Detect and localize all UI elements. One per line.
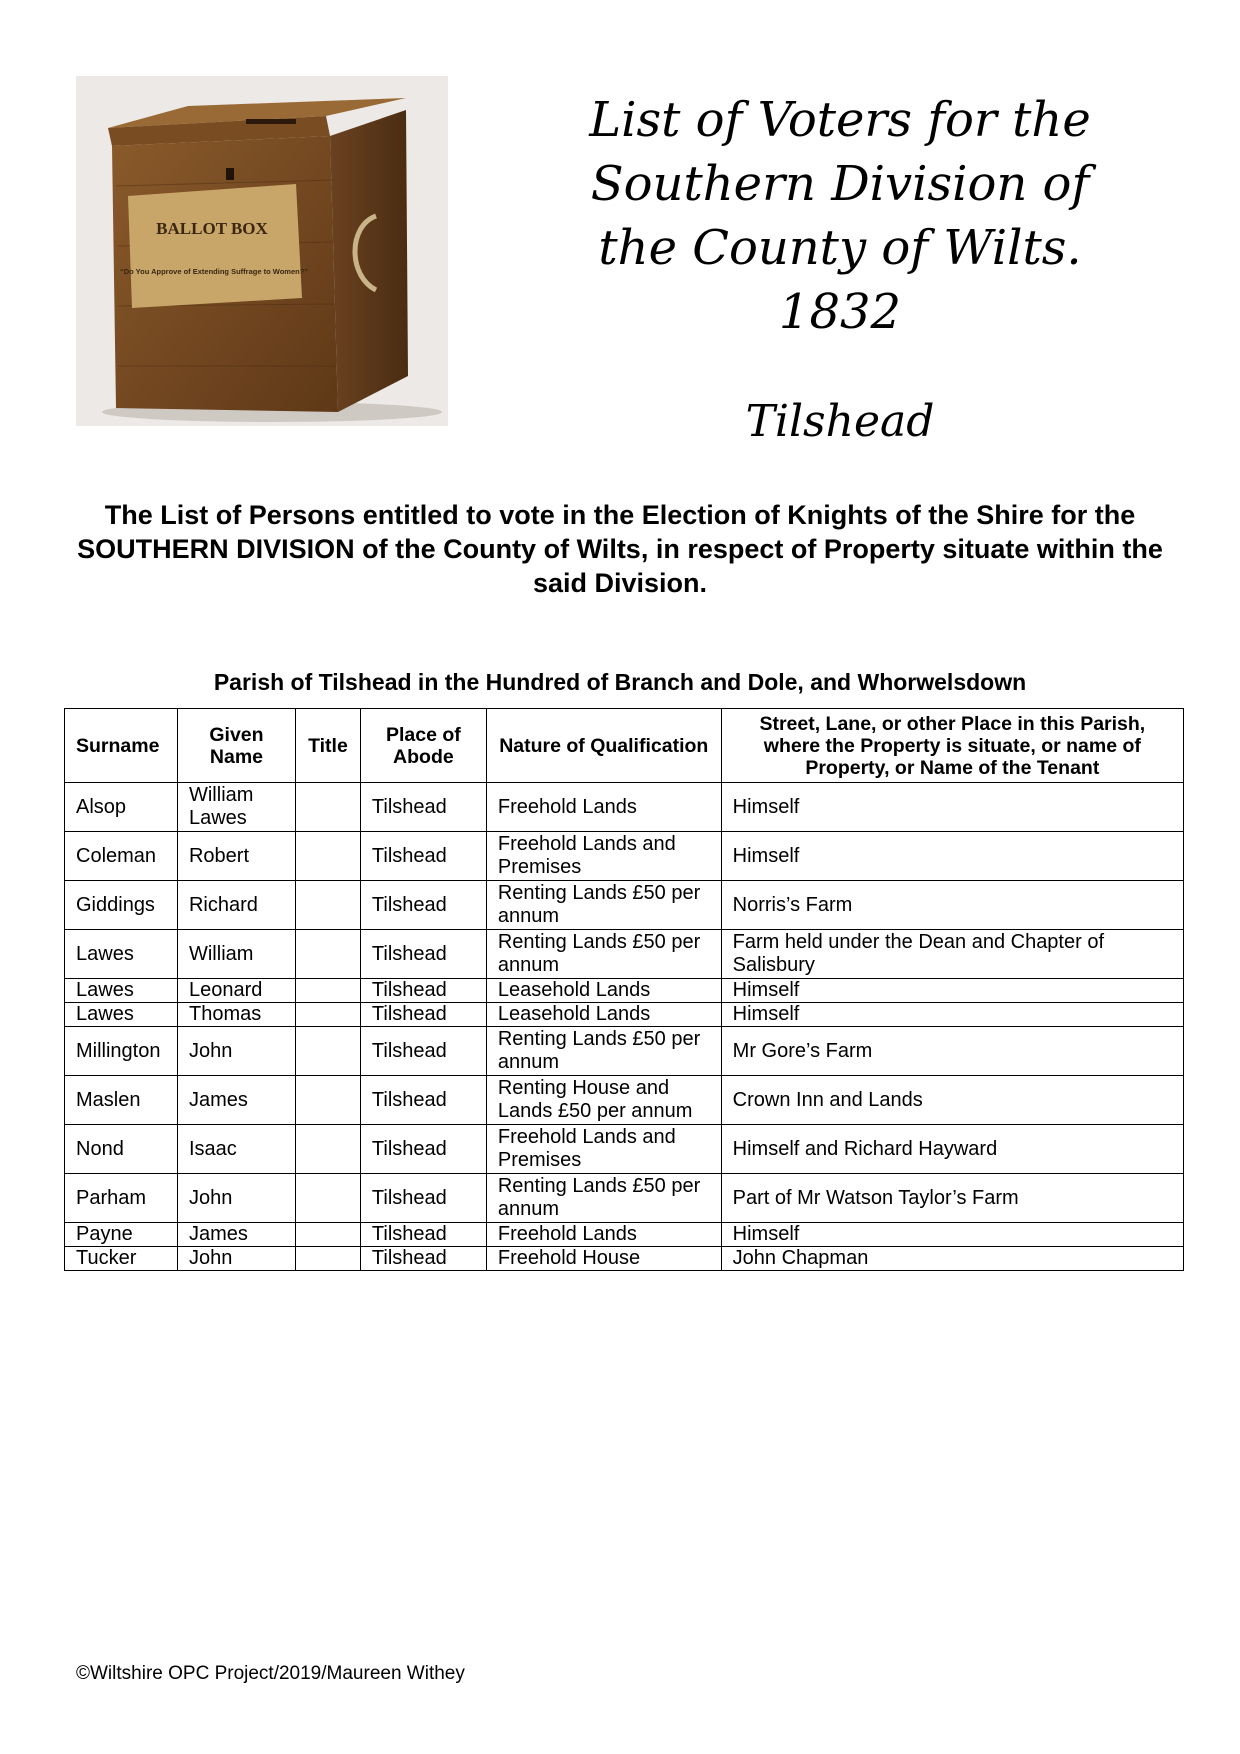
cell-title	[295, 1247, 360, 1271]
cell-given-name: Robert	[177, 832, 295, 881]
cell-given-name: James	[177, 1076, 295, 1125]
cell-property: Himself and Richard Hayward	[721, 1125, 1183, 1174]
cell-abode: Tilshead	[360, 1027, 486, 1076]
cell-given-name: William	[177, 930, 295, 979]
cell-abode: Tilshead	[360, 881, 486, 930]
cell-abode: Tilshead	[360, 1003, 486, 1027]
cell-qualification: Renting Lands £50 per annum	[486, 1174, 721, 1223]
cell-property: Himself	[721, 979, 1183, 1003]
header-title: Title	[295, 709, 360, 783]
title-line-2: Southern Division of	[590, 156, 1090, 212]
table-row	[65, 832, 1184, 881]
cell-property: Himself	[721, 1003, 1183, 1027]
cell-qualification: Renting Lands £50 per annum	[486, 1027, 721, 1076]
cell-property: John Chapman	[721, 1247, 1183, 1271]
table-row	[65, 1247, 1184, 1271]
cell-surname: Alsop	[65, 783, 178, 832]
table-row	[65, 1003, 1184, 1027]
cell-abode: Tilshead	[360, 930, 486, 979]
cell-abode: Tilshead	[360, 832, 486, 881]
cell-property: Himself	[721, 832, 1183, 881]
title-line-3: the County of Wilts.	[598, 220, 1082, 276]
cell-qualification: Renting Lands £50 per annum	[486, 930, 721, 979]
table-row	[65, 1027, 1184, 1076]
cell-given-name: John	[177, 1247, 295, 1271]
cell-qualification: Leasehold Lands	[486, 1003, 721, 1027]
cell-qualification: Renting House and Lands £50 per annum	[486, 1076, 721, 1125]
cell-given-name: John	[177, 1174, 295, 1223]
cell-title	[295, 881, 360, 930]
table-header-row	[65, 709, 1184, 783]
cell-abode: Tilshead	[360, 1125, 486, 1174]
ballot-box-photo	[76, 76, 448, 426]
cell-property: Norris’s Farm	[721, 881, 1183, 930]
cell-qualification: Freehold House	[486, 1247, 721, 1271]
cell-property: Mr Gore’s Farm	[721, 1027, 1183, 1076]
cell-title	[295, 979, 360, 1003]
cell-surname: Lawes	[65, 930, 178, 979]
cell-surname: Millington	[65, 1027, 178, 1076]
cell-surname: Payne	[65, 1223, 178, 1247]
cell-surname: Nond	[65, 1125, 178, 1174]
cell-title	[295, 1174, 360, 1223]
table-row	[65, 1125, 1184, 1174]
cell-title	[295, 1003, 360, 1027]
header-place-of-abode: Place of Abode	[360, 709, 486, 783]
cell-surname: Lawes	[65, 979, 178, 1003]
table-row	[65, 1076, 1184, 1125]
title-year: 1832	[778, 284, 902, 340]
title-line-1: List of Voters for the	[589, 92, 1091, 148]
cell-given-name: Leonard	[177, 979, 295, 1003]
cell-qualification: Leasehold Lands	[486, 979, 721, 1003]
table-row	[65, 1174, 1184, 1223]
cell-surname: Lawes	[65, 1003, 178, 1027]
table-row	[65, 930, 1184, 979]
cell-surname: Coleman	[65, 832, 178, 881]
cell-abode: Tilshead	[360, 1223, 486, 1247]
cell-surname: Tucker	[65, 1247, 178, 1271]
ballot-box-illustration	[76, 76, 448, 426]
cell-title	[295, 783, 360, 832]
table-row	[65, 881, 1184, 930]
cell-title	[295, 1125, 360, 1174]
table-row	[65, 1223, 1184, 1247]
cell-given-name: Isaac	[177, 1125, 295, 1174]
cell-abode: Tilshead	[360, 1174, 486, 1223]
intro-paragraph: The List of Persons entitled to vote in the Election of Knights of the Shire for the SOUTHERN DIVISION of the County of Wilts, in respect of Property situate within the said Division.	[77, 500, 1163, 598]
cell-qualification: Freehold Lands and Premises	[486, 1125, 721, 1174]
voters-table	[64, 708, 1184, 1271]
page-title	[520, 88, 1160, 344]
cell-title	[295, 1223, 360, 1247]
cell-surname: Giddings	[65, 881, 178, 930]
cell-given-name: Richard	[177, 881, 295, 930]
cell-title	[295, 930, 360, 979]
cell-given-name: Thomas	[177, 1003, 295, 1027]
cell-qualification: Freehold Lands	[486, 783, 721, 832]
table-row	[65, 783, 1184, 832]
cell-property: Himself	[721, 1223, 1183, 1247]
cell-abode: Tilshead	[360, 1076, 486, 1125]
cell-abode: Tilshead	[360, 979, 486, 1003]
header-surname: Surname	[65, 709, 178, 783]
cell-property: Part of Mr Watson Taylor’s Farm	[721, 1174, 1183, 1223]
cell-surname: Maslen	[65, 1076, 178, 1125]
cell-surname: Parham	[65, 1174, 178, 1223]
cell-qualification: Freehold Lands	[486, 1223, 721, 1247]
cell-abode: Tilshead	[360, 783, 486, 832]
header-nature-of-qualification: Nature of Qualification	[486, 709, 721, 783]
cell-qualification: Renting Lands £50 per annum	[486, 881, 721, 930]
table-row	[65, 979, 1184, 1003]
cell-title	[295, 1027, 360, 1076]
copyright-footer: ©Wiltshire OPC Project/2019/Maureen Withey	[76, 1663, 465, 1684]
cell-property: Himself	[721, 783, 1183, 832]
table-caption: Parish of Tilshead in the Hundred of Branch and Dole, and Whorwelsdown	[213, 669, 1027, 695]
cell-given-name: James	[177, 1223, 295, 1247]
cell-given-name: John	[177, 1027, 295, 1076]
header-given-name: Given Name	[177, 709, 295, 783]
cell-abode: Tilshead	[360, 1247, 486, 1271]
parish-name: Tilshead	[745, 396, 935, 447]
ballot-box-label: BALLOT BOX	[156, 219, 268, 238]
cell-title	[295, 832, 360, 881]
ballot-box-question: “Do You Approve of Extending Suffrage to Women?”	[119, 267, 309, 276]
cell-property: Farm held under the Dean and Chapter of Salisbury	[721, 930, 1183, 979]
cell-title	[295, 1076, 360, 1125]
cell-property: Crown Inn and Lands	[721, 1076, 1183, 1125]
cell-qualification: Freehold Lands and Premises	[486, 832, 721, 881]
header-property-location: Street, Lane, or other Place in this Parish, where the Property is situate, or name of Property, or Name of the Tenant	[721, 709, 1183, 783]
cell-given-name: William Lawes	[177, 783, 295, 832]
